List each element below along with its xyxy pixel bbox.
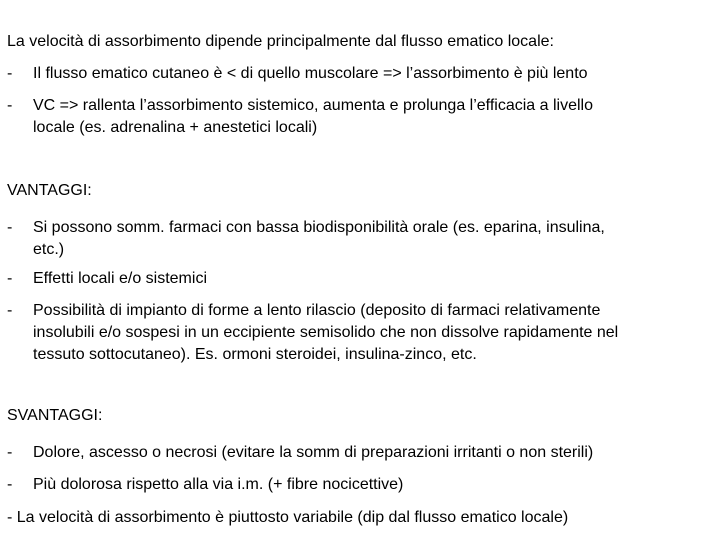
bullet-dash: - <box>7 65 13 82</box>
intro-item-1-line-1: Il flusso ematico cutaneo è < di quello muscolare => l’assorbimento è più lento <box>33 65 588 82</box>
svantaggi-item-2-line-1: Più dolorosa rispetto alla via i.m. (+ fibre nocicettive) <box>33 476 404 493</box>
intro-item-2-line-1: VC => rallenta l’assorbimento sistemico, aumenta e prolunga l’efficacia a livello <box>33 97 593 114</box>
bullet-dash: - <box>7 219 13 236</box>
bullet-dash: - <box>7 97 13 114</box>
intro-item-2-line-2: locale (es. adrenalina + anestetici locali) <box>33 119 318 136</box>
intro-text: La velocità di assorbimento dipende principalmente dal flusso ematico locale: <box>7 33 554 50</box>
vantaggi-item-2-line-1: Effetti locali e/o sistemici <box>33 270 207 287</box>
bullet-dash: - <box>7 476 13 493</box>
footer-text: - La velocità di assorbimento è piuttosto variabile (dip dal flusso ematico locale) <box>7 509 569 526</box>
vantaggi-item-1-line-1: Si possono somm. farmaci con bassa biodisponibilità orale (es. eparina, insulina, <box>33 219 605 236</box>
vantaggi-item-1-line-2: etc.) <box>33 241 65 258</box>
bullet-dash: - <box>7 444 13 461</box>
svantaggi-heading: SVANTAGGI: <box>7 407 103 424</box>
vantaggi-item-3-line-1: Possibilità di impianto di forme a lento rilascio (deposito di farmaci relativamente <box>33 302 601 319</box>
bullet-dash: - <box>7 270 13 287</box>
vantaggi-heading: VANTAGGI: <box>7 182 92 199</box>
vantaggi-item-3-line-2: insolubili e/o sospesi in un eccipiente semisolido che non dissolve rapidamente nel <box>33 324 619 341</box>
svantaggi-item-1-line-1: Dolore, ascesso o necrosi (evitare la somm di preparazioni irritanti o non sterili) <box>33 444 594 461</box>
vantaggi-item-3-line-3: tessuto sottocutaneo). Es. ormoni steroidei, insulina-zinco, etc. <box>33 346 477 363</box>
bullet-dash: - <box>7 302 13 319</box>
